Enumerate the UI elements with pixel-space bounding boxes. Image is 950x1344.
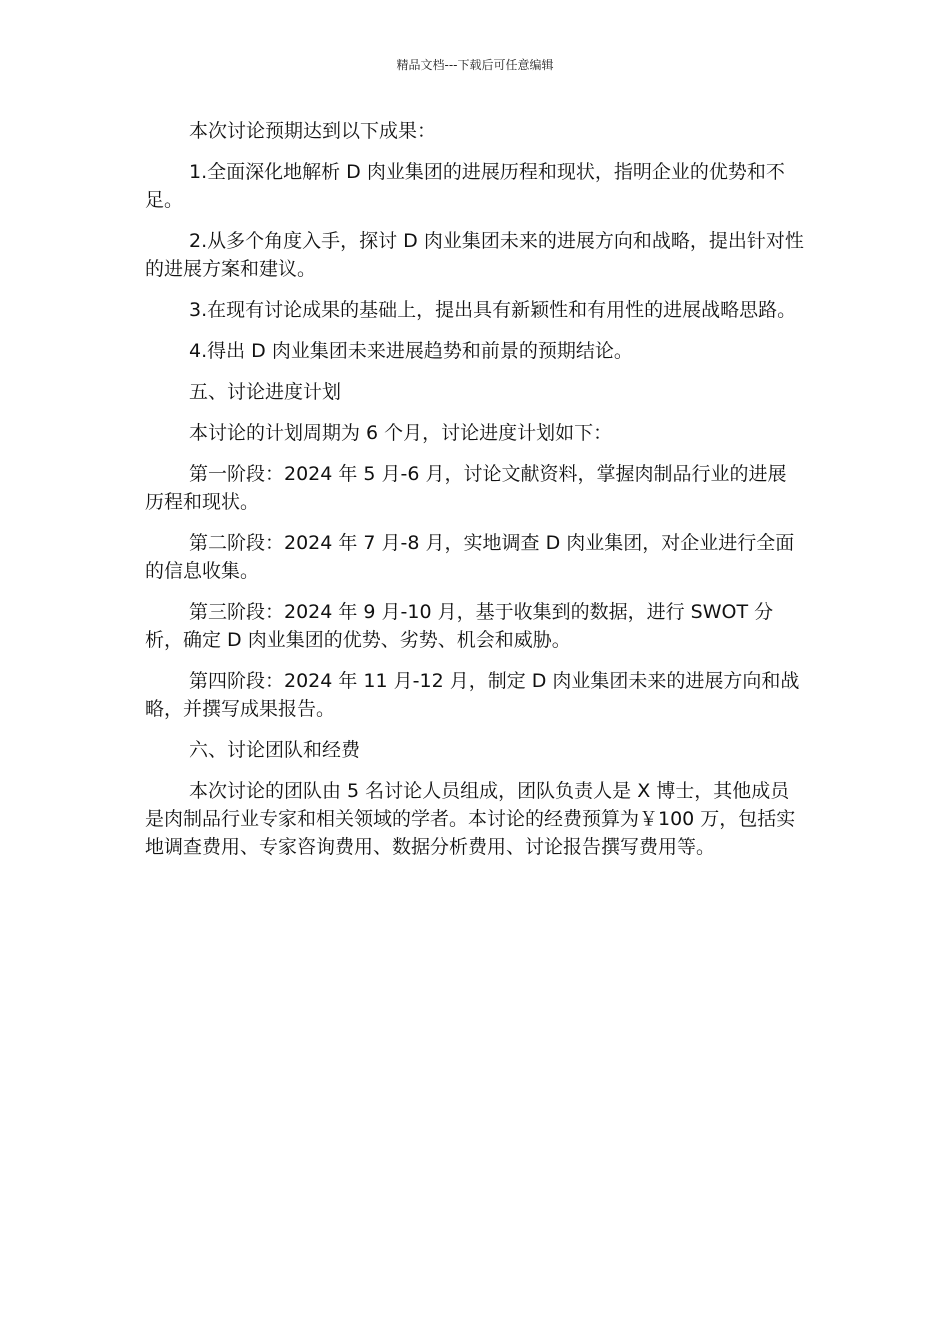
page-header: 精品文档---下载后可任意编辑 [396, 58, 554, 72]
paragraph-result-3: 3.在现有讨论成果的基础上，提出具有新颖性和有用性的进展战略思路。 [189, 299, 797, 321]
paragraph-phase-4: 第四阶段：2024 年 11 月-12 月，制定 D 肉业集团未来的进展方向和战略，并撰写成果报告。 [145, 670, 800, 720]
paragraph-result-2: 2.从多个角度入手，探讨 D 肉业集团未来的进展方向和战略，提出针对性的进展方案和建议。 [145, 230, 804, 280]
section-heading-team-budget: 六、讨论团队和经费 [189, 739, 361, 761]
section-heading-schedule: 五、讨论进度计划 [189, 381, 342, 403]
paragraph-phase-1: 第一阶段：2024 年 5 月-6 月，讨论文献资料，掌握肉制品行业的进展历程和现状。 [145, 463, 787, 513]
paragraph-team-budget: 本次讨论的团队由 5 名讨论人员组成，团队负责人是 X 博士，其他成员是肉制品行业专家和相关领域的学者。本讨论的经费预算为￥100 万，包括实地调查费用、专家咨询费用、数据分析费用、讨论报告撰写费用等。 [145, 780, 796, 858]
paragraph-result-4: 4.得出 D 肉业集团未来进展趋势和前景的预期结论。 [189, 340, 633, 362]
paragraph-expected-results-intro: 本次讨论预期达到以下成果： [189, 120, 437, 142]
paragraph-phase-2: 第二阶段：2024 年 7 月-8 月，实地调查 D 肉业集团，对企业进行全面的信息收集。 [145, 532, 795, 582]
document-body [145, 117, 805, 874]
paragraph-phase-3: 第三阶段：2024 年 9 月-10 月，基于收集到的数据，进行 SWOT 分析，确定 D 肉业集团的优势、劣势、机会和威胁。 [145, 601, 774, 651]
paragraph-result-1: 1.全面深化地解析 D 肉业集团的进展历程和现状，指明企业的优势和不足。 [145, 161, 785, 211]
paragraph-schedule-intro: 本讨论的计划周期为 6 个月，讨论进度计划如下： [189, 422, 613, 444]
